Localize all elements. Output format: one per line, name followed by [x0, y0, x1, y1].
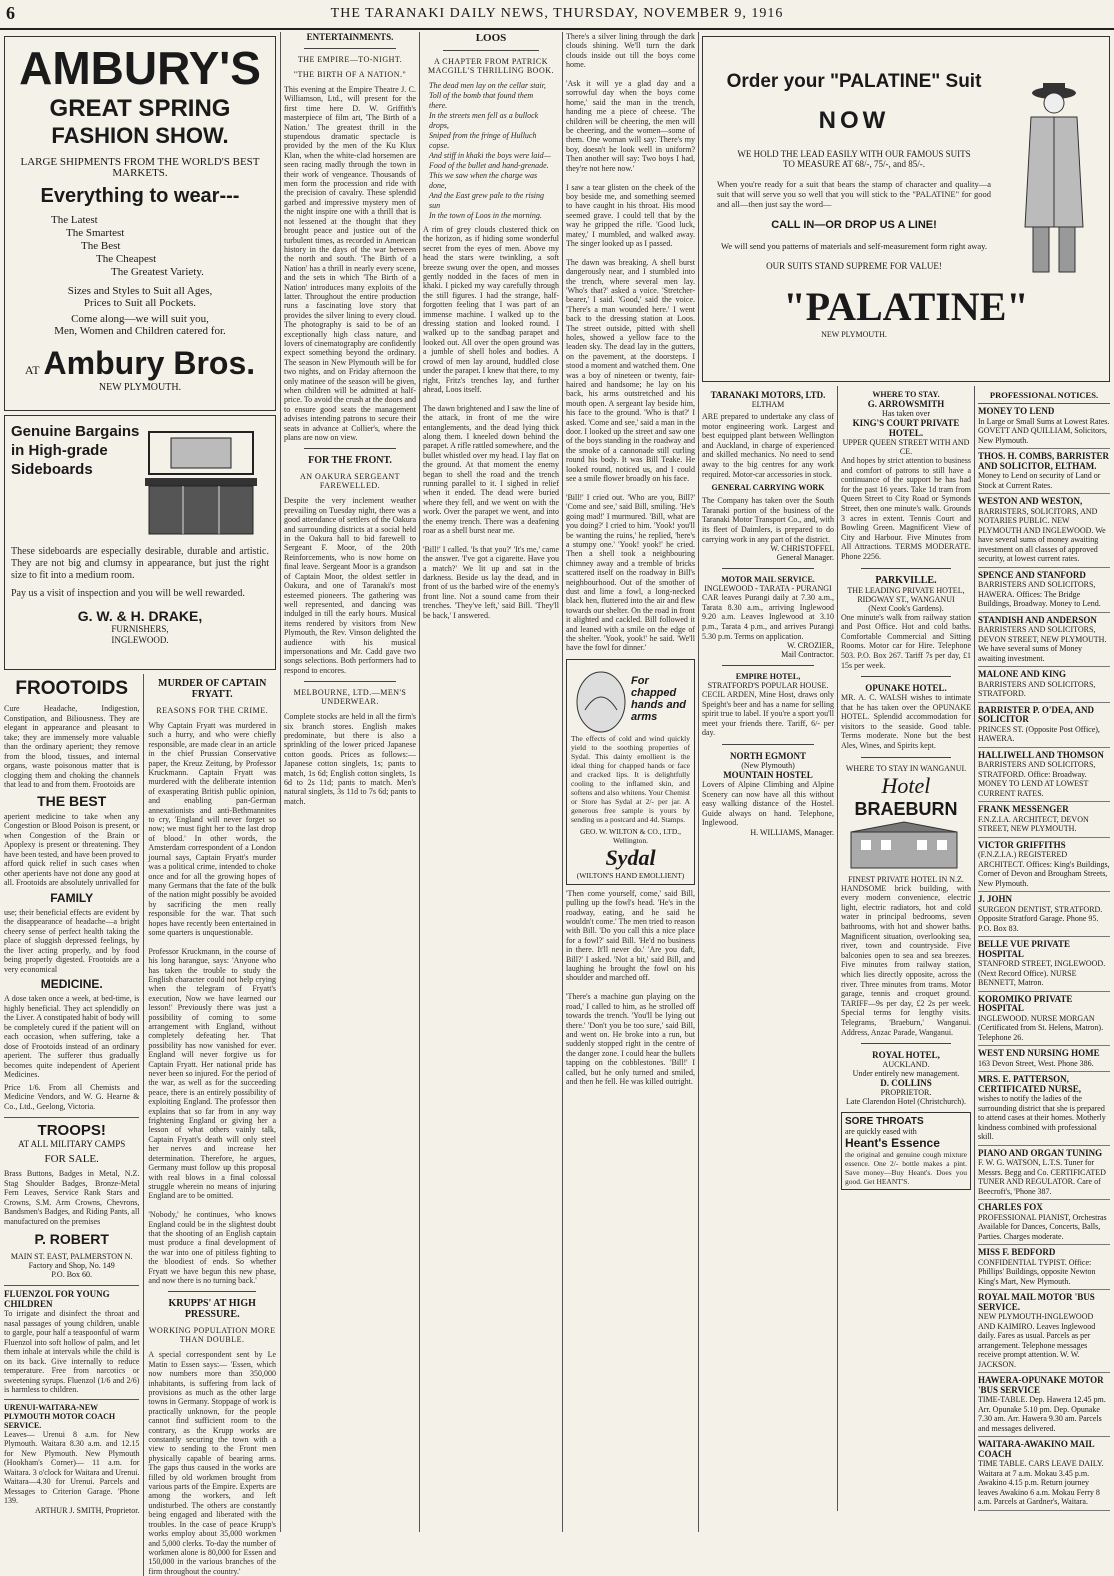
braeburn-where: WHERE TO STAY IN WANGANUI.: [845, 763, 967, 773]
ambury-list-item: The Smartest: [66, 227, 125, 239]
column-2: [284, 32, 416, 1532]
sideboard-illustration: [141, 422, 261, 542]
drake-firm: G. W. & H. DRAKE,: [77, 608, 203, 624]
notice-heading: HALLIWELL AND THOMSON: [978, 749, 1104, 760]
mail-route: INGLEWOOD - TARATA - PURANGI: [704, 584, 832, 594]
ambury-town: NEW PLYMOUTH.: [98, 382, 182, 393]
column-3: [423, 32, 559, 1532]
egmont-title: NORTH EGMONT: [730, 751, 806, 762]
notice-text: PRINCES ST. (Opposite Post Office), HAWERA.: [978, 724, 1100, 743]
professional-notice: [978, 1437, 1110, 1511]
drake-title: in High-grade: [11, 442, 108, 459]
empire-hotel-body: CECIL ARDEN, Mine Host, draws only Speight's beer and has a name for selling spirit true to label. If you're a sport you'll meet your friends there. Tariff, 6/- per day.: [702, 690, 836, 738]
palatine-brand: "PALATINE": [783, 284, 1029, 329]
notice-text: In Large or Small Sums at Lowest Rates. GOVETT AND QUILLIAM, Solicitors, New Plymouth.: [978, 416, 1110, 445]
sydal-tag: (WILTON'S HAND EMOLLIENT): [576, 870, 685, 880]
fryatt-title: MURDER OF CAPTAIN FRYATT.: [158, 678, 267, 700]
heant-body: the original and genuine cough mixture essence. One 2/- bottle makes a pint. Save money—Buy Heant's. Does you good. Get HEANT'S.: [844, 1150, 969, 1187]
motors-town: ELTHAM: [751, 400, 785, 409]
empire-heading: THE EMPIRE—TO-NIGHT.: [297, 55, 403, 64]
drake-trade: FURNISHERS,: [111, 624, 169, 634]
braeburn-name: BRAEBURN: [854, 798, 958, 819]
frootoids-advert: [4, 674, 144, 1576]
drake-advert: [4, 415, 276, 670]
frootoids-title: FROOTOIDS: [15, 678, 129, 699]
notice-heading: WAITARA-AWAKINO MAIL COACH: [978, 1439, 1095, 1459]
notice-heading: MALONE AND KING: [978, 669, 1067, 679]
notice-text: F.N.Z.I.A. ARCHITECT, DEVON STREET, NEW PLYMOUTH.: [978, 814, 1089, 833]
braeburn-body: HANDSOME brick building, with every modern convenience, electric light, electric radiators, hot and cold water in principal bedrooms, seven bathrooms, with hot and shower baths. Magnificent situation, overlooking sea, river, town and countryside. Five balconies open to sea and sea breezes. Five minutes from railway station, which lies directly opposite, across the river. Three minutes from trams. Motor garage, tennis and croquet ground. TARIFF—9s per day, £2 2s per week. Special terms for lengthy visits. Telegrams, 'Braeburn,' Wanganui. Address, Anzac Parade, Wanganui.: [840, 883, 973, 1037]
notice-heading: PIANO AND ORGAN TUNING: [978, 1147, 1103, 1158]
page-number: 6: [6, 3, 15, 23]
front-title: FOR THE FRONT.: [308, 455, 392, 467]
heant-advert: [841, 1112, 971, 1190]
palatine-order: Order your "PALATINE" Suit: [726, 71, 982, 92]
royal-role: PROPRIETOR.: [880, 1088, 932, 1098]
notice-text: (F.N.Z.I.A.) REGISTERED ARCHITECT. Offices: King's Buildings, Corner of Devon and Brougham Streets, New Plymouth.: [978, 850, 1110, 888]
ambury-at: AT: [24, 363, 40, 377]
heant-sub: are quickly eased with: [844, 1127, 917, 1137]
column-rule: [698, 32, 699, 1532]
egmont-hostel: MOUNTAIN HOSTEL: [723, 770, 813, 781]
krupp-body: A special correspondent sent by Le Matin to Essen says:— 'Essen, which now numbers more than 350,000 inhabitants, is suffering from lack of provisions as much as the other large towns in Germany. Stoppage of work is practically unknown, for the people cannot find sufficient room to the contrary, as the Krupp works are constantly securing the town with a view to sending to the Front men physically capable of bearing arms. The gaps thus caused in the works are filled by old workmen brought from various parts of the Empire. Experts are among the workers, and left undisturbed. The others are constantly being engaged and liberated with the troubles. In the case of peace Krupp's works employ about 35,000 workmen and 5,000 clerks. To-day the number of workmen alone is 80,000 for Essen and 150,000 in the various branches of the firm throughout the country.': [148, 1350, 278, 1576]
ambury-shipments: LARGE SHIPMENTS FROM THE WORLD'S BEST MARKETS.: [20, 156, 260, 179]
notice-heading: J. JOHN: [978, 894, 1013, 904]
coach-body: Leaves— Urenui 8 a.m. for New Plymouth. Waitara 8.30 a.m. and 12.15 for New Plymouth. New Plymouth (Hookham's Corner)— 11 a.m. for Waitara. 3 o'clock for Waitara and Urenui. Waitara—4.30 for Urenui. Parcels and Messages to Criterion Garage. 'Phone 139.: [4, 1429, 142, 1505]
notice-heading: WEST END NURSING HOME: [978, 1048, 1100, 1058]
professional-notice: [978, 1146, 1110, 1201]
ambury-bros: Ambury Bros.: [43, 345, 256, 381]
coach-title: URENUI-WAITARA-NEW PLYMOUTH MOTOR COACH SERVICE.: [4, 1402, 116, 1430]
notice-heading: WESTON AND WESTON,: [978, 496, 1083, 506]
notice-heading: MONEY TO LEND: [978, 406, 1055, 416]
parkville-title: PARKVILLE.: [875, 574, 937, 586]
royal-management: Under entirely new management.: [852, 1069, 960, 1079]
palatine-advert: [702, 36, 1110, 382]
royal-town: AUCKLAND.: [882, 1060, 930, 1070]
parkville-note: (Next Cook's Gardens).: [868, 603, 944, 613]
egmont-manager: H. WILLIAMS, Manager.: [750, 828, 834, 838]
frootoids-text: aperient medicine to take when any Congestion or Blood Poison is present, or when Congestion of the Brain or Apoplexy is present or threatening. They have been tested, and have been proved to afford quick relief in such cases when other aperients have not done any good at all. Frootoids are absolutely unrivalled for: [4, 811, 142, 887]
royal-late: Late Clarendon Hotel (Christchurch).: [846, 1097, 966, 1107]
ambury-list-item: The Cheapest: [96, 253, 157, 265]
professional-notice: [978, 992, 1110, 1047]
ambury-list-item: The Best: [81, 240, 121, 252]
notice-text: INGLEWOOD. NURSE MORGAN (Certificated from St. Helens, Matron). Telephone 26.: [978, 1013, 1104, 1042]
notice-heading: ROYAL MAIL MOTOR 'BUS SERVICE.: [978, 1292, 1095, 1312]
ambury-list: [11, 214, 269, 279]
fluenzol-title: FLUENZOL FOR YOUNG CHILDREN: [4, 1289, 110, 1309]
notice-text: CONFIDENTIAL TYPIST. Office: Phillips' Buildings, opposite Newton King's Mart, New Plymouth.: [978, 1257, 1096, 1286]
motors-body2: The Company has taken over the South Taranaki portion of the business of the Taranaki Motor Transport Co., and, with its fleet of Daimlers, is prepared to do carrying work in any part of the district.: [702, 496, 836, 544]
coach-advert: [4, 1399, 142, 1515]
fryatt-article: [144, 674, 276, 1576]
opunake-title: OPUNAKE HOTEL.: [865, 683, 947, 694]
professional-notice: [978, 1245, 1110, 1290]
ambury-men: Men, Women and Children catered for.: [54, 325, 226, 337]
film-title: "THE BIRTH OF A NATION.": [293, 70, 407, 79]
farewell-sub: AN OAKURA SERGEANT FAREWELLED.: [299, 472, 401, 491]
ambury-come: Come along—we will suit you,: [71, 313, 209, 325]
fluenzol-advert: [4, 1285, 142, 1395]
coach-name: ARTHUR J. SMITH, Proprietor.: [35, 1505, 140, 1515]
motors-carrying: GENERAL CARRYING WORK: [711, 483, 825, 493]
mail-body: CAR leaves Purangi daily at 7.30 a.m., Tarata 8.30 a.m., arriving Inglewood 9.20 a.m. Leaves Inglewood at 3.10 p.m., Tarata 4 p.m., and arrives Purangi 5.30 p.m. Terms on application.: [702, 593, 836, 641]
column-4: [566, 32, 695, 1532]
palatine-supreme: OUR SUITS STAND SUPREME FOR VALUE!: [766, 261, 942, 271]
krupp-title: KRUPPS' AT HIGH PRESSURE.: [168, 1298, 256, 1321]
fryatt-sub: REASONS FOR THE CRIME.: [156, 706, 269, 715]
loos-continued: There's a silver lining through the dark clouds shining. We'll turn the dark clouds inside out till the boys come home. 'Ask it will ye a glad day and a sorrowful day when the boys come home,' said the man in the trench, handing me a piece of cheese. 'The children will be cheering, the men will be cheering, and the women—some of them. One woman will say: There's my boy, doesn't he look well in uniform? Then another will say: Two boys I had, they're not here now.' I saw a tear glisten on the cheek of the boy beside me, and something seemed to have caught in his throat. His mood seemed grave. I could tell that by the way he gripped the rifle. 'Good luck, matey,' I mumbled, and walked away. The singer looked up as I passed. The dawn was breaking. A shell burst dangerously near, and I stumbled into the trench, where several men lay. 'Who's that?' asked a voice. 'Stretcher-bearer,' I said. 'Good,' said the voice. 'There's a man wounded here.' I went back to the dressing station at Loos. The street outside, pitted with shell holes, showed a yellow face to the leaden sky. The dead lay in the gutters, on the pavement, at the doorsteps. I stood a moment and watched them. One was a boy of nineteen or twenty, fair-haired and handsome; he lay on his back, his arms outstretched and his mouth open. A sergeant lay beside him, his face to the ground. 'Who is that?' I asked. 'Come and see,' said a man in the door. I looked up the street and saw one of the boys standing in the roadway and the smoke of a cannonade still curling round his body. It was Bill Teake. He looked round, noticed us, and I could see a smile flower broadly on his face. 'Bill!' I cried out. 'Who are you, Bill?' 'Come and see,' said Bill, smiling. 'He's going mad!' I murmured. 'Bill, what are you doing?' I cried to him. 'Yook! you'll be wanting the ruins,' he replied, 'here's a stumpy one.' 'Yook! yook!' he cried. Then a shell took a neighbouring chimney away and a tremble of bricks scattered itself on the roadway in Bill's neighbourhood. Out of the smother of dust and lime a fowl, a long-necked black hen, fluttered into the air and flew towards our shelter. On the road in front it alighted and cackled. Bill followed it and leaned with a smile on the edge of the shelter. 'Yook, yook!' he said. 'We'll have the fowl for dinner.': [566, 32, 695, 653]
notice-heading: BELLE VUE PRIVATE HOSPITAL: [978, 939, 1071, 959]
right-block: [702, 32, 1110, 1532]
loos-end: 'Then come yourself, come,' said Bill, pulling up the fowl's head. 'He's in the roadway, eating, and he said he wouldn't come.' The men tried to reason with Bill. 'Do you call this a nice place for a fowl?' said Bill. 'He'd no business in there. It'll never do.' 'Are you daft, Bill?' I asked. 'Not a bit,' said Bill, and laughing he brought the fowl on his shoulder and marched off. 'There's a machine gun playing on the road,' I called to him, as he strolled off towards the trench. 'You'll be lying out there.' 'Don't you be too sure,' said Bill, and went on. He broke into a run, but suddenly stopped right in the centre of the danger zone. I could hear the bullets tapping on the cobblestones. 'Bill!' I called, but he only turned and smiled, and then he fell. He was killed outright.: [566, 888, 695, 1086]
empire-hotel-title: EMPIRE HOTEL,: [735, 672, 801, 682]
braeburn-hotel: Hotel: [881, 772, 931, 798]
right-col-a: [702, 386, 838, 1511]
notice-heading: BARRISTER P. O'DEA, AND SOLICITOR: [978, 704, 1094, 724]
stay-hotel: KING'S COURT PRIVATE HOTEL.: [852, 418, 960, 438]
mail-title: MOTOR MAIL SERVICE.: [721, 575, 815, 585]
loos-title: LOOS: [475, 32, 507, 44]
professional-notice: [978, 1200, 1110, 1245]
professional-notice: [978, 1290, 1110, 1373]
ambury-prices: Prices to Suit all Pockets.: [83, 297, 197, 309]
ambury-list-item: The Greatest Variety.: [111, 266, 204, 278]
drake-visit: Pay us a visit of inspection and you will be well rewarded.: [11, 588, 245, 599]
troops-sub: AT ALL MILITARY CAMPS: [18, 1139, 126, 1149]
notice-text: 163 Devon Street, West. Phone 386.: [978, 1058, 1094, 1068]
notice-heading: FRANK MESSENGER: [978, 804, 1069, 814]
melbourne-title: MELBOURNE, LTD.—MEN'S UNDERWEAR.: [293, 688, 407, 707]
sydal-advert: [566, 659, 695, 885]
newspaper-title: THE TARANAKI DAILY NEWS, THURSDAY, NOVEMBER 9, 1916: [330, 6, 784, 21]
notice-text: wishes to notify the ladies of the surrounding district that she is prepared to attend cases at their homes. Motherly kindness combined with professional skill.: [978, 1094, 1106, 1141]
farewell-body: Despite the very inclement weather prevailing on Tuesday night, there was a good attendance of settlers of the Oakura and surrounding districts at a social held in the Oakura hall to bid farewell to Sergeant F. Moor, of the 20th Reinforcements, who is now home on final leave. Sergeant Moor is a grandson of Captain Moor, the oldest settler in Oakura, and one of Taranaki's most esteemed pioneers. The gathering was well represented, and dancing was indulged in till the early hours. Musical items rendered by visitors from New Plymouth, the Rev. Vinson delighted the audience with his musical impersonations and Mr. Cadd gave two songs selections. Both performers had to respond to encores.: [284, 496, 418, 675]
sydal-maker: GEO. W. WILTON & CO., LTD., Wellington.: [579, 826, 682, 845]
professional-notice: [978, 1046, 1110, 1072]
professional-notice: [978, 748, 1110, 803]
column-rule: [562, 32, 563, 1532]
melbourne-body: Complete stocks are held in all the firm's six branch stores. English makes predominate, but there is also a sprinkling of the lower priced Japanese cotton goods. Prices as follows:—Japanese cotton singlets, 1s; pants to match, 1s 6d; English cotton singlets, 1s 6d to 2s 11d; pants to match. Men's natural singlets, 3s 11d to 7s 6d; pants to match.: [284, 712, 418, 806]
professional-notice: [978, 1072, 1110, 1146]
palatine-body: When you're ready for a suit that bears the stamp of character and quality—a suit that will serve you so well that you will stick to the "PALATINE" for good and all—then just say the word—: [717, 179, 994, 209]
stay-street: UPPER QUEEN STREET WITH AND CE.: [842, 438, 970, 456]
notice-heading: KOROMIKO PRIVATE HOSPITAL: [978, 993, 1073, 1013]
motors-body: ARE prepared to undertake any class of motor engineering work. Largest and best equipped plant between Wellington and Auckland, in charge of experienced and skilled mechanics. No need to send away to the big centres for any work required. Motor-car accessories in stock.: [702, 412, 836, 479]
notice-text: TIME TABLE. CARS LEAVE DAILY. Waitara at 7 a.m. Mokau 3.45 p.m. Awakino 4.15 p.m. Return journey leaves Awakino 6 a.m. Mokau Ferry 8 a.m. Parcels at Gardner's, Waitara.: [978, 1459, 1104, 1506]
professional-notice: [978, 703, 1110, 748]
troops-name: P. ROBERT: [34, 1231, 109, 1247]
notice-text: F. W. G. WATSON, L.T.S. Tuner for Messrs. Begg and Co. CERTIFICATED TUNER AND REGULATOR. Care of Beecroft's, 'Phone 387.: [978, 1158, 1106, 1196]
heant-brand: Heant's Essence: [844, 1136, 940, 1151]
frootoids-best: THE BEST: [37, 792, 107, 809]
sydal-brand: Sydal: [605, 844, 656, 870]
frootoids-price: Price 1/6. From all Chemists and Medicine Vendors, and W. G. Hearne & Co., Ltd., Geelong, Victoria.: [4, 1082, 142, 1111]
notice-text: TIME-TABLE. Dep. Hawera 12.45 pm. Arr. Opunake 5.10 pm. Dep. Opunake 7.30 am. Arr. Hawera 9.30 am. Parcels and messages delivered.: [978, 1395, 1106, 1433]
professional-notice: [978, 613, 1110, 668]
stay-body: And hopes by strict attention to business and comfort of patrons to still have a continuance of the support he has had for the past 16 years. Take 1d tram from Queen Street to City Road or Symonds Street, then one minute's walk. Grounds 3 acres in extent. Tennis Court and Bowling Green. Magnificent View of City and Harbour. Five Minutes from All Attractions. TERMS MODERATE. Phone 2256.: [840, 456, 973, 561]
hotel-building-illustration: [841, 820, 967, 870]
frootoids-text: Cure Headache, Indigestion, Constipation, and Biliousness. They are elegant in appearance and pleasant to take; they are immensely more valuable than the ordinary aperient; they remove from the blood, tissues, and internal organs, waste poisonous matter that is clogging them and choking the channels that lead to and from them. Frootoids are: [4, 704, 142, 789]
notice-text: BARRISTERS AND SOLICITORS, STRATFORD. Office: Broadway. MONEY TO LEND AT LOWEST CURRENT RATES.: [978, 760, 1096, 798]
frootoids-medicine: MEDICINE.: [40, 977, 103, 991]
notice-heading: MRS. E. PATTERSON, CERTIFICATED NURSE,: [978, 1074, 1082, 1094]
royal-name: D. COLLINS: [880, 1078, 932, 1089]
ambury-everything: Everything to wear---: [40, 185, 240, 207]
column-rule: [280, 32, 281, 1532]
loos-body: A rim of grey clouds clustered thick on the horizon, as if hiding some wonderful secret from the eyes of men. Above my head the stars were twinkling, a soft breeze swung over the open, and mosses gently nodded in the faces of men in khaki. I picked my way carefully through the still figures. I had the strange, half-forgotten feeling that I was part of an immense machine. I walked up to the dressing station and looked round. I walked up to the sandbag parapet and looked out. All over the open ground was a jumble of shell holes and bodies. A crowd of men lay around, huddled close under the parapet. I knew that there, to my right, Fritz's trenches lay, and further ahead, Loos itself. The dawn brightened and I saw the line of the attack, in front of me the wire entanglements, and the dead lying thick along them. I kneeled down behind the parapet. A rifle rattled somewhere, and the bullet whistled over my head. I lay flat on the ground. At that moment the enemy began to shell the road and the trench running parallel to it. I sighed in relief when it ended. The dead were buried where they fell, and we went on with the work. Over the parapet we went, and into the enemy trench. There was a deafening roar as a shell burst near me. 'Bill!' I called. 'Is that you?' 'It's me,' came the answer. 'I've got a cigarette. Have you a match?' We lit up and sat in the darkness. Beside us lay the dead, and in front of us the barbed wire of the enemy's front line. Not a sound came from their trenches. 'They've left,' said Bill. 'They'll be back,' I answered.: [423, 225, 559, 620]
empire-hotel-sub: STRATFORD'S POPULAR HOUSE.: [707, 681, 829, 691]
troops-advert: [4, 1117, 142, 1279]
palatine-measure: TO MEASURE AT 68/-, 75/-, and 85/-.: [783, 159, 925, 169]
troops-sale: FOR SALE.: [44, 1153, 99, 1165]
stay-name: G. ARROWSMITH: [867, 399, 945, 409]
mail-contractor: W. CROZIER,: [786, 641, 834, 651]
column-1: [4, 32, 276, 1576]
professional-notice: [978, 449, 1110, 494]
sydal-body: The effects of cold and wind quickly yield to the soothing properties of Sydal. This dainty emollient is the ideal thing for chapped hands or face and cracked lips. It is delightfully cooling to the inflamed skin, and softens and also whitens. Your Chemist or Store has Sydal at 2/- per jar. A generous free sample is yours by sending us a postcard and 4d. Stamps.: [571, 733, 692, 824]
column-rule: [419, 32, 420, 1532]
palatine-call: CALL IN—OR DROP US A LINE!: [771, 219, 937, 231]
professional-notice: [978, 802, 1110, 838]
drake-body: These sideboards are especially desirable, durable and artistic. They are not big and clumsy in appearance, but just the right size to fit into a medium room.: [11, 546, 272, 581]
notice-text: STANFORD STREET, INGLEWOOD. (Next Record Office). NURSE BENNETT, Matron.: [978, 959, 1106, 987]
royal-title: ROYAL HOTEL,: [872, 1050, 940, 1061]
stay-title: WHERE TO STAY.: [872, 390, 940, 399]
hands-illustration: [571, 664, 631, 734]
professional-list: [978, 404, 1110, 1511]
opunake-body: MR. A. C. WALSH wishes to intimate that he has taken over the OPUNAKE HOTEL. Splendid accommodation for visitors to the seaside. Good table. Terms moderate. None but the best Ales, Wines, and Spirits kept.: [840, 693, 973, 751]
notice-text: SURGEON DENTIST, STRATFORD. Opposite Stratford Garage. Phone 95. P.O. Box 83.: [978, 904, 1103, 933]
professional-notice: [978, 404, 1110, 449]
fryatt-body: Why Captain Fryatt was murdered in such a hurry, and who were chiefly responsible, are made clear in an article in the chief Prussian Conservative paper, the Kreuz Zeitung, by Professor Kruckmann. Captain Fryatt was murdered with the deliberate intention of exasperating British public opinion, and enabling pan-German annexationists and anti-Bethmannites to cry, 'England will never forget so now; we must fight her to the last drop of blood.' In other words, the Amsterdam correspondent of a London journal says, Captain Fryatt's murder was a political crime, intended to choke once and for all the growing hopes of many Germans that the fate of the bulk of the nation might possibly be avoided by sacrificing the men really responsible for the war. That such hopes have recently been entertained in some quarters is unquestionable. Professor Kruckmann, in the course of his long harangue, says: 'Anyone who has taken the trouble to study the English character could not help crying when the telegram of Fryatt's execution, Now we have learned our lesson!' Previously there was just a possibility of coming to some arrangement with England, without completely defeating her. That possibility has now vanished for ever. England will never forgive us for Captain Fryatt. Her national pride has never been so injured. For the period of the war, as well as for the succeeding peace, there is an entirely possibility of exploiting England. The professor then explains that so far from in any way frightening England or giving her a lesson of what others vainly talk, Captain Fryatt's death will only steel her nerves and increase her determination. Therefore, he argues, Germany must follow up this proposal with real blows in a final colossal struggle wherein no means of injuring England are to be omitted. 'Nobody,' he continues, 'who knows England could be in the slightest doubt that the shooting of an English captain must produce a final development of the war into one of pitiless fighting to the bloodiest of ends. So whether Fryatt we have begun this new phase, and now there is no turning back.': [148, 721, 276, 1285]
frootoids-text: A dose taken once a week, at bed-time, is highly beneficial. They act splendidly on the Liver. A constipated habit of body will be completely cured if the patient will on each occasion, when suffering, take a dose of Frootoids instead of an ordinary aperient. The sufferer thus gradually becomes quite independent of Aperient Medicines.: [4, 994, 142, 1079]
motors-title: TARANAKI MOTORS, LTD.: [710, 390, 826, 400]
drake-town: INGLEWOOD.: [111, 635, 169, 645]
mail-role: Mail Contractor.: [781, 650, 834, 660]
notice-heading: CHARLES FOX: [978, 1202, 1043, 1212]
right-col-b: [838, 386, 975, 1511]
heant-title: SORE THROATS: [844, 1116, 924, 1128]
stay-has: Has taken over: [882, 409, 930, 418]
notice-heading: SPENCE AND STANFORD: [978, 569, 1086, 580]
professional-notice: [978, 667, 1110, 703]
sydal-headline: For chapped hands and arms: [631, 674, 687, 723]
drake-title: Genuine Bargains: [11, 423, 140, 440]
suit-figure-illustration: [1009, 77, 1099, 277]
entertainments-body: This evening at the Empire Theatre J. C. Williamson, Ltd., will present for the first time here D. W. Griffith's masterpiece of film art, 'The Birth of a Nation.' The greatest thrill in the stupendous dramatic spectacle is provided by the men of the Ku Klux Klan, when the white-clad horsemen are seen racing madly through the town in their work of vengeance. Thousands of men form the procession and ride with the precision of cavalry. These splendid garbed and impressive mystery men of the night inspire one with a thrill that is not lessened at the thought that they brought peace and justice out of the turbulent times, as recorded in American history in the days of the war between the north and south. 'The Birth of a Nation' has a thrill in nearly every scene, and the sets in which 'The Birth of a Nation' introduces many exploits of the latter. Throughout the entire production runs a fascinating love story that provides the silver lining to every cloud. The photography is said to be of an exceptionally high class nature, and lovers of cinematography are confidently expect something beyond the ordinary. The season in New Plymouth will be for two nights, and on Friday afternoon the only matinee of the season will be given, when children will be admitted at half-price. To avoid the crush at the doors and to ensure good seats the management advises intending patrons to secure their seats in advance at Collier's, where the plans are now on view.: [284, 85, 418, 443]
egmont-body: Lovers of Alpine Climbing and Alpine Scenery can now have all this without easy walking distance of the Hostel. Guide always on hand. Telephone, Inglewood.: [702, 780, 836, 828]
parkville-sub: THE LEADING PRIVATE HOTEL, RIDGWAY ST., WANGANUI: [847, 585, 965, 604]
troops-address: MAIN ST. EAST, PALMERSTON N. Factory and Shop, No. 149: [10, 1252, 133, 1270]
palatine-patterns: We will send you patterns of materials and self-measurement form right away.: [721, 241, 987, 251]
ambury-line2: FASHION SHOW.: [51, 123, 229, 148]
frootoids-text: use; their beneficial effects are evident by the disappearance of headache—a bright cheery sense of perfect health taking the place of sluggish depressed feelings, by the liver acting properly, and by food being properly digested. Frootoids are a very economical: [4, 907, 142, 974]
ambury-line1: GREAT SPRING: [49, 95, 231, 122]
entertainments-title: ENTERTAINMENTS.: [306, 32, 394, 42]
professional-title: PROFESSIONAL NOTICES.: [978, 390, 1110, 404]
motors-role: General Manager.: [776, 553, 834, 563]
notice-heading: VICTOR GRIFFITHS: [978, 839, 1066, 850]
krupp-sub: WORKING POPULATION MORE THAN DOUBLE.: [148, 1326, 276, 1345]
troops-body: Brass Buttons, Badges in Metal, N.Z. Stag Shoulder Badges, Bronze-Metal Fern Leaves, Service Rank Stars and Crowns, S.M. Arm Crowns, Chevrons, Bandsmen's Badges, and Riding Pants, all manufactured on the premises: [4, 1169, 142, 1226]
professional-notices: [975, 386, 1110, 1511]
palatine-lead: WE HOLD THE LEAD EASILY WITH OUR FAMOUS SUITS: [737, 149, 971, 159]
ambury-name: AMBURY'S: [19, 42, 261, 94]
ambury-sizes: Sizes and Styles to Suit all Ages,: [67, 285, 213, 297]
drake-title: Sideboards: [11, 461, 93, 478]
notice-text: BARRISTERS AND SOLICITORS, HAWERA. Offices: The Bridge Buildings, Broadway. Money to Lend.: [978, 580, 1101, 608]
braeburn-tag: FINEST PRIVATE HOTEL IN N.Z.: [848, 874, 964, 884]
notice-heading: STANDISH AND ANDERSON: [978, 614, 1097, 625]
professional-notice: [978, 937, 1110, 992]
notice-text: NEW PLYMOUTH-INGLEWOOD AND KAIMIRO. Leaves Inglewood daily. Fares as usual. Parcels as per arrangement. Telephone messages receive prompt attention. W. W. JACKSON.: [978, 1312, 1096, 1369]
notice-heading: HAWERA-OPUNAKE MOTOR 'BUS SERVICE: [978, 1375, 1104, 1395]
fluenzol-body: To irrigate and disinfect the throat and nasal passages of young children, unable to gargle, pour half a teaspoonful of warm Fluenzol into soft hollow of palm, and let them inhale at intervals while the child is on its back. Give internally to reduce temperature. Free from narcotics or sweetening syrups. Fluenzol (1/6 and 2/6) is harmless to children.: [4, 1309, 142, 1394]
professional-notice: [978, 838, 1110, 893]
palatine-now: NOW: [818, 107, 890, 134]
professional-notice: [978, 568, 1110, 613]
ambury-list-item: The Latest: [51, 214, 98, 226]
parkville-body: One minute's walk from railway station and Post Office. Hot and cold baths. Comfortable Commercial and Sitting Rooms. Motor car for Hire. Telephone 503. P.O. Box 267. Tariff 7s per day, £1 15s per week.: [840, 612, 973, 670]
notice-text: BARRISTERS AND SOLICITORS, DEVON STREET, NEW PLYMOUTH. We have several sums of Money awaiting investment.: [978, 625, 1107, 663]
professional-notice: [978, 494, 1110, 568]
notice-text: BARRISTERS, SOLICITORS, AND NOTARIES PUBLIC. NEW PLYMOUTH AND INGLEWOOD. We have several sums of money awaiting investment on all classes of approved security, at lowest current rates.: [978, 506, 1106, 563]
notice-text: BARRISTERS AND SOLICITORS, STRATFORD.: [978, 679, 1096, 698]
troops-title: TROOPS!: [37, 1122, 106, 1139]
troops-box: P.O. Box 60.: [51, 1270, 93, 1279]
professional-notice: [978, 1373, 1110, 1437]
notice-text: PROFESSIONAL PIANIST, Orchestras Available for Dances, Concerts, Balls, Parties. Charges moderate.: [978, 1212, 1107, 1241]
motors-manager: W. CHRISTOFFEL: [770, 544, 834, 554]
notice-text: Money to Lend on security of Land or Stock at Current Rates.: [978, 471, 1101, 490]
masthead: [0, 0, 1114, 30]
professional-notice: [978, 892, 1110, 937]
loos-sub: A CHAPTER FROM PATRICK MACGILL'S THRILLING BOOK.: [427, 57, 554, 75]
palatine-town: NEW PLYMOUTH.: [821, 330, 887, 339]
loos-verse: The dead men lay on the cellar stair, Toll of the bomb that found them there. In the streets men fell as a bullock drops, Sniped from the fringe of Hulluch copse. And stiff in khaki the boys were laid— Food of the bullet and hand-grenade. This we saw when the charge was done, And the East grew pale to the rising sun In the town of Loos in the morning.: [429, 81, 551, 220]
frootoids-family: FAMILY: [50, 890, 94, 905]
ambury-advert: [4, 36, 276, 411]
egmont-note: (New Plymouth): [741, 761, 795, 771]
notice-heading: MISS F. BEDFORD: [978, 1247, 1056, 1257]
notice-heading: THOS. H. COMBS, BARRISTER AND SOLICITOR, ELTHAM.: [978, 451, 1110, 471]
